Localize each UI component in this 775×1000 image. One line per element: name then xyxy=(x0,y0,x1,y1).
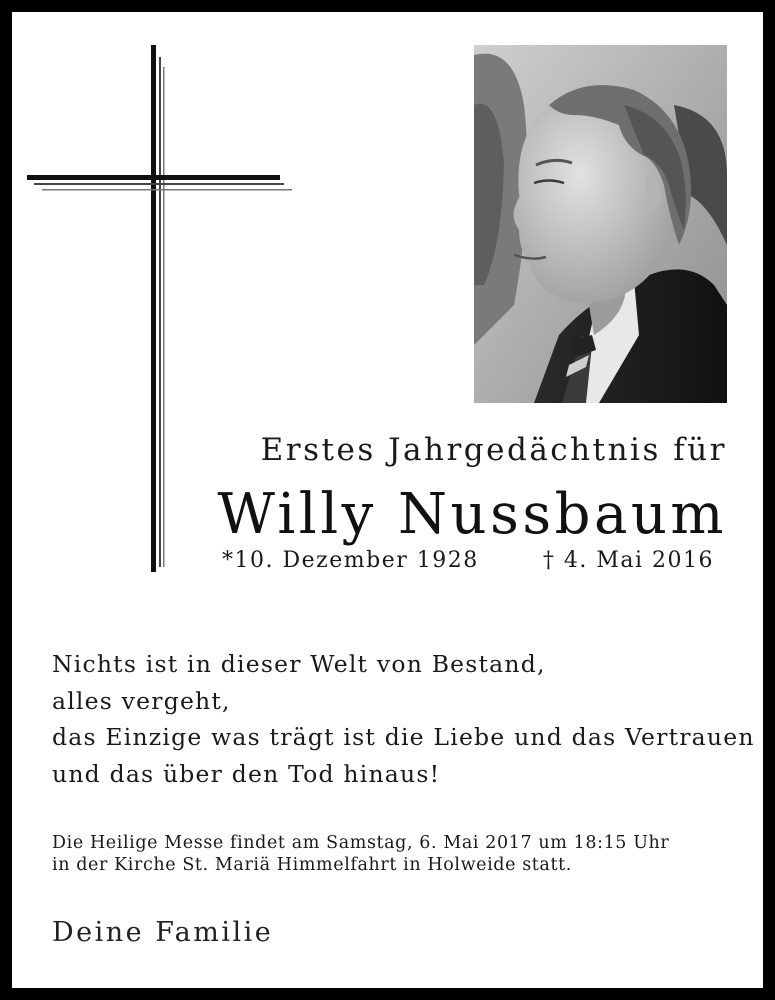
birth-date: *10. Dezember 1928 xyxy=(222,548,479,573)
memorial-subtitle: Erstes Jahrgedächtnis für xyxy=(260,432,727,468)
memorial-poem xyxy=(52,646,755,792)
poem-line: Nichts ist in dieser Welt von Bestand, xyxy=(52,650,546,678)
mass-announcement xyxy=(52,832,669,876)
deceased-name: Willy Nussbaum xyxy=(217,482,727,547)
mass-line: in der Kirche St. Mariä Himmelfahrt in Holweide statt. xyxy=(52,855,572,875)
poem-line: und das über den Tod hinaus! xyxy=(52,759,441,788)
poem-line: alles vergeht, xyxy=(52,686,231,715)
portrait-photo xyxy=(474,45,727,403)
poem-line: das Einzige was trägt ist die Liebe und das Vertrauen xyxy=(52,723,755,751)
family-signoff: Deine Familie xyxy=(52,917,274,948)
death-date: † 4. Mai 2016 xyxy=(542,548,714,573)
mass-line: Die Heilige Messe findet am Samstag, 6. Mai 2017 um 18:15 Uhr xyxy=(52,833,670,853)
obituary-card xyxy=(12,12,763,988)
